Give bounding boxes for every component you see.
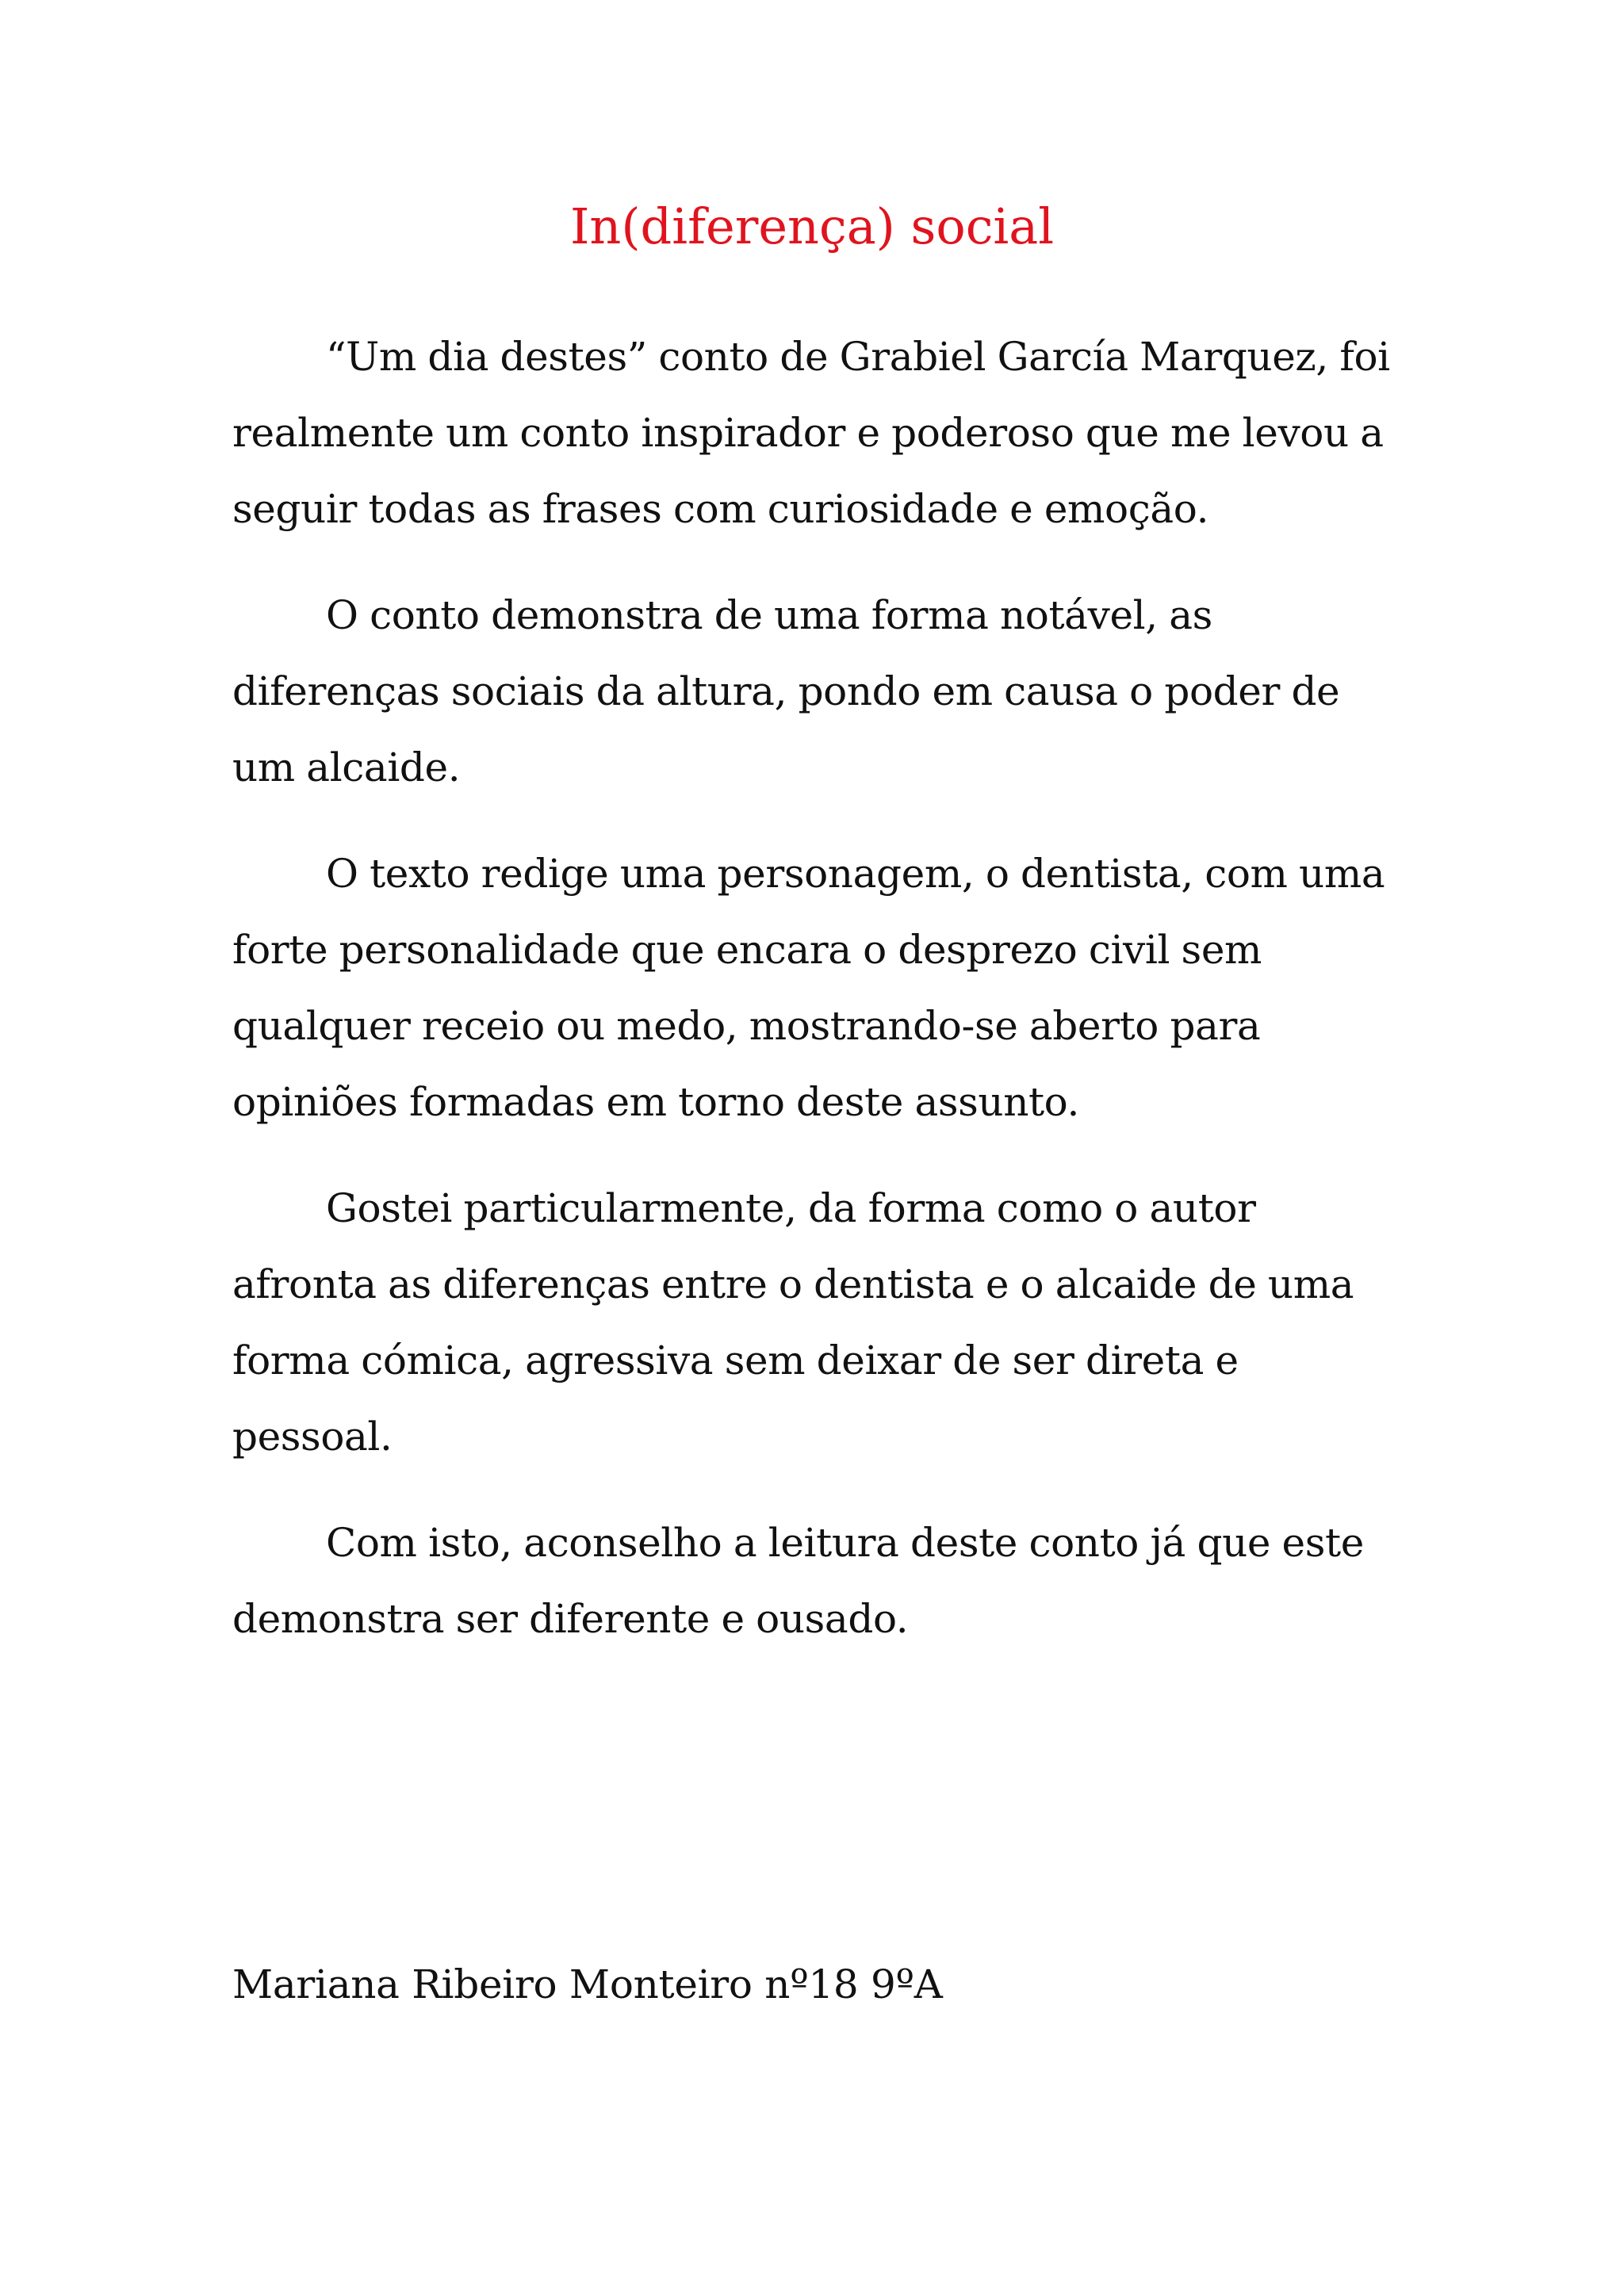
paragraph: O conto demonstra de uma forma notável, as diferenças sociais da altura, pondo em causa o poder de um alcaide. xyxy=(232,592,1340,790)
document-body xyxy=(232,319,1398,1687)
paragraph: Gostei particularmente, da forma como o autor afronta as diferenças entre o dentista e o alcaide de uma forma cómica, agressiva sem deixar de ser direta e pessoal. xyxy=(232,1185,1354,1460)
paragraph: O texto redige uma personagem, o dentista, com uma forte personalidade que encara o desprezo civil sem qualquer receio ou medo, mostrando-se aberto para opiniões formadas em torno deste assunto. xyxy=(232,851,1385,1125)
paragraph: “Um dia destes” conto de Grabiel García Marquez, foi realmente um conto inspirador e poderoso que me levou a seguir todas as frases com curiosidade e emoção. xyxy=(232,334,1390,532)
paragraph: Com isto, aconselho a leitura deste conto já que este demonstra ser diferente e ousado. xyxy=(232,1520,1364,1642)
author-signature: Mariana Ribeiro Monteiro nº18 9ºA xyxy=(232,1961,943,2007)
page-title: In(diferença) social xyxy=(569,197,1055,255)
